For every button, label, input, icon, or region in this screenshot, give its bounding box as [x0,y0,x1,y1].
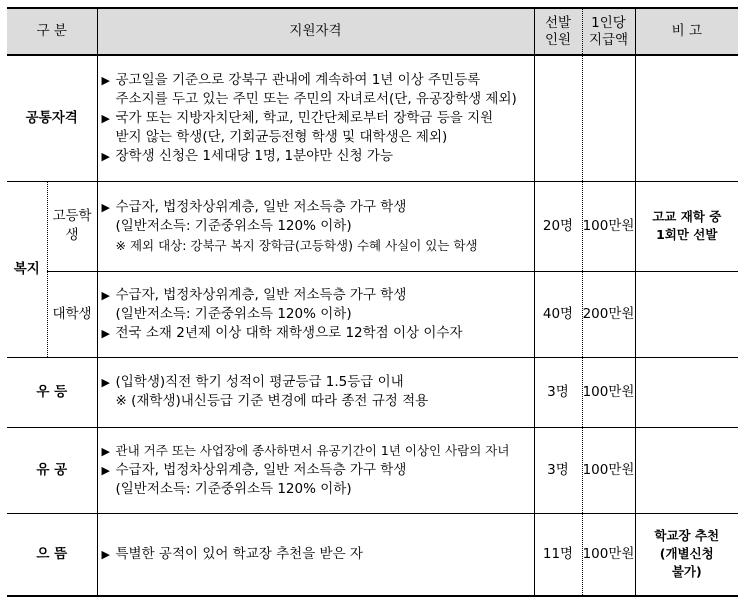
scholarship-eligibility-table [7,7,738,597]
row-sublabel-univ: 대학생 [47,271,97,357]
count-merit-service: 3명 [534,427,582,513]
bullet-icon: ▶ [101,288,110,302]
count-excellence: 11명 [534,513,582,596]
row-common [7,55,738,181]
amount-excellence: 100만원 [582,513,635,596]
amount-merit: 100만원 [582,357,635,427]
bullet-icon: ▶ [101,73,110,87]
row-merit [7,357,738,427]
row-content-merit: ▶ (입학생)직전 학기 성적이 평균등급 1.5등급 이내 ※ (재학생)내신등급 기준 변경에 따라 종전 규정 적용 [97,357,534,427]
row-label-excellence: 으 뜸 [7,513,97,596]
row-label-merit-service: 유 공 [7,427,97,513]
header-amount: 1인당 지급액 [582,8,635,55]
row-sublabel-high: 고등학생 [47,181,97,271]
row-content-high: ▶ 수급자, 법정차상위계층, 일반 저소득층 가구 학생 (일반저소득: 기준중위소득 120% 이하) ※ 제외 대상: 강북구 복지 장학금(고등학생) 수혜 사실이 있는 학생 [97,181,534,271]
amount-merit-service: 100만원 [582,427,635,513]
remark-excellence: 학교장 추천 (개별신청 불가) [635,513,738,596]
bullet-icon: ▶ [101,200,110,214]
row-content-common: ▶ 공고일을 기준으로 강북구 관내에 계속하여 1년 이상 주민등록 주소지를 두고 있는 주민 또는 주민의 자녀로서(단, 유공장학생 제외) ▶ 국가 또는 지방자치단체, 학교, 민간단체로부터 장학금 등을 지원 받지 않는 학생(단, 기회균등전형 학생 및 대학생은 제외) ▶ 장학생 신청은 1세대당 1명, 1분야만 신청 가능 [97,55,534,181]
row-label-merit: 우 등 [7,357,97,427]
row-content-univ: ▶ 수급자, 법정차상위계층, 일반 저소득층 가구 학생 (일반저소득: 기준중위소득 120% 이하) ▶ 전국 소재 2년제 이상 대학 재학생으로 12학점 이상 이수자 [97,271,534,357]
header-count: 선발 인원 [534,8,582,55]
row-content-merit-service: ▶ 관내 거주 또는 사업장에 종사하면서 유공기간이 1년 이상인 사람의 자녀 ▶ 수급자, 법정차상위계층, 일반 저소득층 가구 학생 (일반저소득: 기준중위소득 120% 이하) [97,427,534,513]
bullet-icon: ▶ [101,445,110,458]
row-welfare-high [7,181,738,271]
bullet-icon: ▶ [101,149,110,163]
header-qualification: 지원자격 [97,8,534,55]
row-label-common: 공통자격 [7,55,97,181]
bullet-icon: ▶ [101,547,110,561]
header-remarks: 비 고 [635,8,738,55]
row-label-welfare: 복지 [7,181,47,357]
remark-high: 고교 재학 중 1회만 선발 [635,181,738,271]
row-excellence [7,513,738,596]
amount-high: 100만원 [582,181,635,271]
bullet-icon: ▶ [101,326,110,340]
header-row [7,8,738,55]
row-merit-service [7,427,738,513]
count-univ: 40명 [534,271,582,357]
bullet-icon: ▶ [101,464,110,477]
bullet-icon: ▶ [101,376,110,389]
count-merit: 3명 [534,357,582,427]
count-high: 20명 [534,181,582,271]
header-category: 구 분 [7,8,97,55]
row-welfare-univ [7,271,738,357]
amount-univ: 200만원 [582,271,635,357]
row-content-excellence: ▶ 특별한 공적이 있어 학교장 추천을 받은 자 [97,513,534,596]
bullet-icon: ▶ [101,111,110,125]
